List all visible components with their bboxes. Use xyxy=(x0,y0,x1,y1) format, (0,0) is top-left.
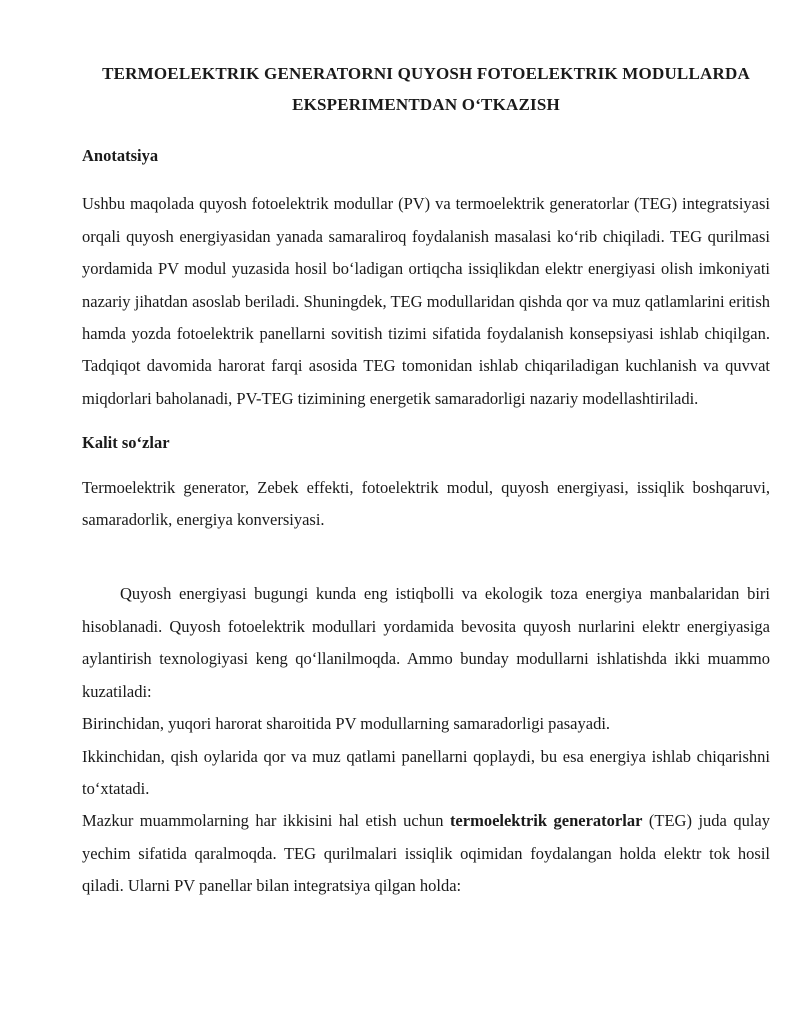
problem2-paragraph: Ikkinchidan, qish oylarida qor va muz qatlami panellarni qoplaydi, bu esa energiya ishlab chiqarishni to‘xtatadi. xyxy=(82,746,770,798)
solution-text-after: (TEG) juda qulay yechim sifatida qaralmoqda. TEG qurilmalari issiqlik oqimidan foydalangan holda elektr tok hosil qiladi. Ularni PV panellar bilan integratsiya qilgan holda: xyxy=(82,811,770,896)
solution-bold-term: termoelektrik generatorlar xyxy=(449,811,643,831)
intro-paragraph: Quyosh energiyasi bugungi kunda eng istiqbolli va ekologik toza energiya manbalaridan biri hisoblanadi. Quyosh fotoelektrik modullari yordamida bevosita quyosh nurlarini elektr energiyasiga aylantirish texnologiyasi keng qo‘llanilmoqda. Ammo bunday modullarni ishlatishda ikki muammo kuzatiladi: xyxy=(82,584,770,701)
solution-text-before: Mazkur muammolarning har ikkisini hal etish uchun xyxy=(82,811,450,831)
document-content xyxy=(82,58,770,903)
abstract-heading: Anotatsiya xyxy=(82,146,159,165)
keywords-heading: Kalit so‘zlar xyxy=(82,433,170,453)
problem1-paragraph: Birinchidan, yuqori harorat sharoitida PV modullarning samaradorligi pasayadi. xyxy=(82,714,611,734)
keywords-paragraph: Termoelektrik generator, Zebek effekti, fotoelektrik modul, quyosh energiyasi, issiqlik boshqaruvi, samaradorlik, energiya konversiyasi. xyxy=(82,477,770,530)
solution-paragraph xyxy=(82,805,770,902)
abstract-paragraph: Ushbu maqolada quyosh fotoelektrik modullar (PV) va termoelektrik generatorlar (TEG) integratsiyasi orqali quyosh energiyasidan yanada samaraliroq foydalanish masalasi ko‘rib chiqiladi. TEG qurilmasi yordamida PV modul yuzasida hosil bo‘ladigan ortiqcha issiqlikdan elektr energiyasi olish imkoniyati nazariy jihatdan asoslab beriladi. Shuningdek, TEG modullaridan qishda qor va muz qatlamlarini eritish hamda yozda fotoelektrik panellarni sovitish tizimi sifatida foydalanish konsepsiyasi ishlab chiqilgan. Tadqiqot davomida harorat farqi asosida TEG tomonidan ishlab chiqariladigan kuchlanish va quvvat miqdorlari baholanadi, PV-TEG tizimining energetik samaradorligi nazariy modellashtiriladi. xyxy=(82,194,770,408)
document-title: TERMOELEKTRIK GENERATORNI QUYOSH FOTOELEKTRIK MODULLARDA EKSPERIMENTDAN O‘TKAZISH xyxy=(102,64,750,114)
